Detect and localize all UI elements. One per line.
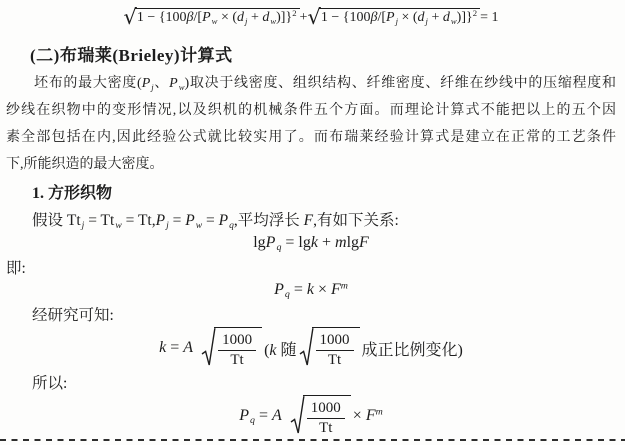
pq-final-tail: × $F^m$ xyxy=(352,406,383,424)
label-research-shows: 经研究可知: xyxy=(32,307,114,324)
display-formula-pq-power xyxy=(6,281,616,299)
fraction-numerator: 1000 xyxy=(316,332,354,351)
radicand-fraction xyxy=(312,327,360,369)
paragraph-line: 下,所能织造的最大密度。 xyxy=(6,157,164,172)
k-formula-parenthetical-open: (k 随 xyxy=(264,341,297,359)
radical-sign-icon: √ xyxy=(123,5,137,30)
fraction-denominator: Tt xyxy=(230,351,244,368)
fraction-numerator: 1000 xyxy=(218,332,256,351)
display-formula-k xyxy=(6,327,616,369)
assumption-line: 假设 $Tt_j = Tt_w = Tt,P_j = P_w = P_q$,平均浮长 F,有如下关系: xyxy=(32,212,399,232)
radicand-fraction xyxy=(303,395,351,437)
paragraph-line: 纱线在织物中的变形情况,以及织机的机械条件五个方面。而理论计算式不能把以上的五个因 xyxy=(6,103,616,118)
pq-power-expression: $P_q = k \times F^m$ xyxy=(274,280,348,301)
section-heading: (二)布瑞莱(Brieley)计算式 xyxy=(30,46,233,65)
equals-one: = 1 xyxy=(480,10,499,25)
fraction-denominator: Tt xyxy=(319,419,333,436)
pq-final-lhs: $P_q = A$ xyxy=(239,407,282,427)
page-bottom-dashed-divider xyxy=(0,439,625,441)
radicand-weft: $1 - \{100\beta/[P_w \times (d_j + d_w)]\}^2$ xyxy=(135,8,300,26)
fraction xyxy=(307,400,345,437)
fraction-denominator: Tt xyxy=(327,351,342,368)
radicand-fraction xyxy=(214,327,262,369)
display-formula-density-constraint xyxy=(6,4,616,32)
sqrt-1000-over-tt xyxy=(299,327,360,369)
label-therefore: 所以: xyxy=(32,375,68,392)
lg-relation-expression: lgP$_q$ = lgk + mlgF xyxy=(253,234,369,254)
radical-term-weft xyxy=(123,5,300,30)
fraction xyxy=(218,332,256,369)
radical-sign-icon: √ xyxy=(307,5,321,30)
sqrt-1000-over-tt xyxy=(201,327,262,369)
fraction-numerator: 1000 xyxy=(307,400,345,419)
plus-operator: + xyxy=(299,10,308,25)
radicand-warp: $1 - \{100\beta/[P_j \times (d_j + d_w)]\}^2$ xyxy=(319,8,480,26)
label-namely: 即: xyxy=(6,260,26,277)
display-formula-lg-relation xyxy=(6,234,616,252)
radical-term-warp xyxy=(307,5,480,30)
display-formula-pq-final xyxy=(6,395,616,437)
k-formula-parenthetical-close: 成正比例变化) xyxy=(361,341,463,359)
sqrt-1000-over-tt xyxy=(290,395,351,437)
paragraph-line: 坯布的最大密度($P_j$、$P_w$)取决于线密度、组织结构、纤维密度、纤维在纱线中的压缩程度和 xyxy=(34,76,616,93)
subsection-heading: 1. 方形织物 xyxy=(32,185,113,202)
fraction xyxy=(316,332,354,369)
paragraph-line: 素全部包括在内,因此经验公式就比较实用了。而布瑞莱经验计算式是建立在正常的工艺条件 xyxy=(6,130,616,145)
body-paragraph xyxy=(6,70,616,178)
k-formula-lhs: k = A xyxy=(159,339,194,356)
